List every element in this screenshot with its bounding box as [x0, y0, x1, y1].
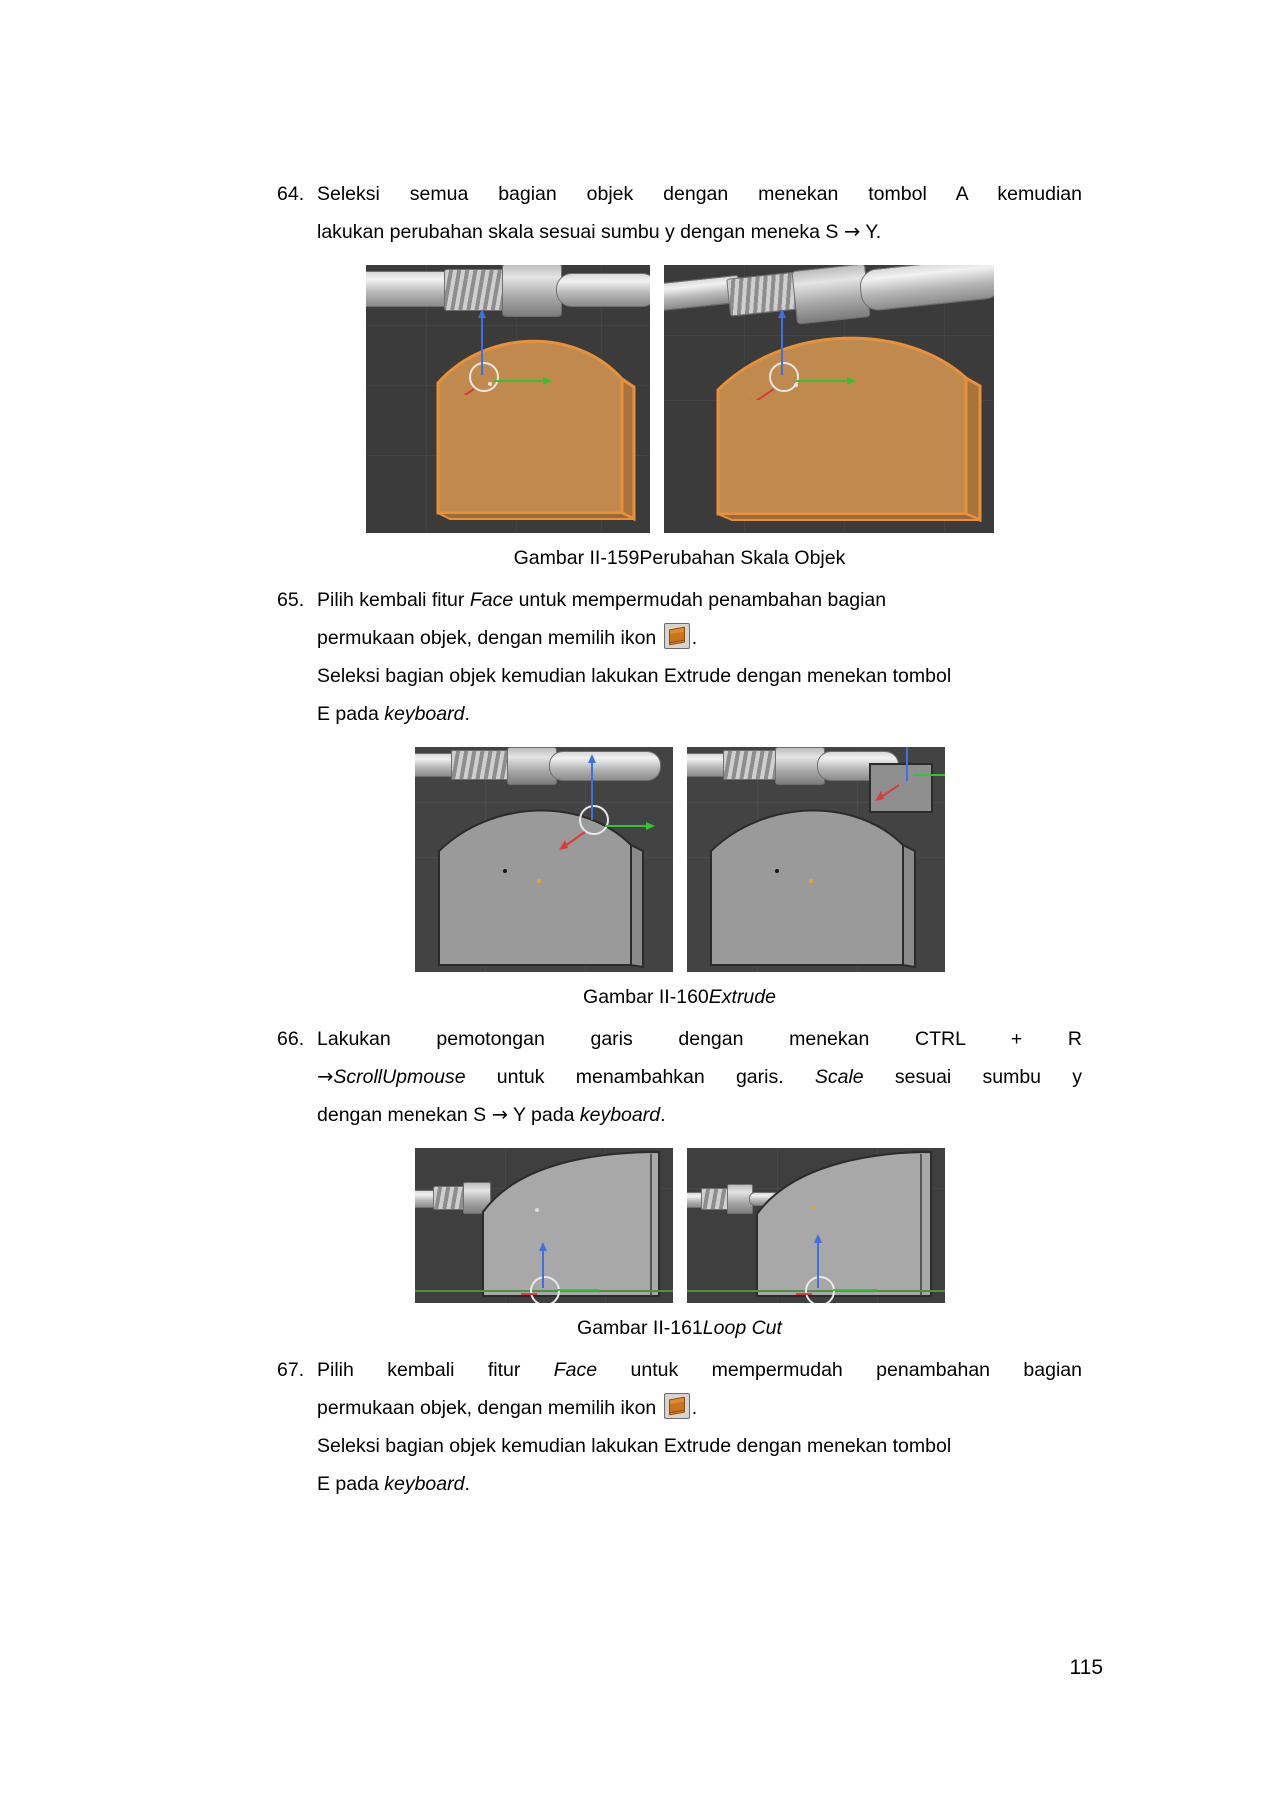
list-item-66-line2-italic2: Scale — [814, 1066, 864, 1088]
list-item-66-line3-italic: keyboard — [579, 1104, 661, 1126]
figure-160-left — [415, 747, 673, 972]
caption-161-title: Loop Cut — [702, 1317, 782, 1339]
list-item-64-line1: Seleksi semua bagian objek dengan menekan tombol A kemudian — [317, 183, 1082, 205]
list-item-67-line1-post: untuk mempermudah penambahan bagian — [597, 1359, 1082, 1381]
list-item-67-line1-italic: Face — [553, 1359, 598, 1381]
caption-159-title: Perubahan Skala Objek — [639, 547, 846, 569]
list-item-65-line1-post: untuk mempermudah penambahan bagian — [513, 589, 887, 611]
caption-159-label: Gambar II-159 — [513, 547, 640, 569]
list-item-65-line4-pre: E pada — [317, 703, 385, 725]
list-item-67-line3: Seleksi bagian objek kemudian lakukan Extrude dengan menekan tombol — [317, 1435, 952, 1457]
list-item-65-line1 — [317, 581, 1082, 619]
figure-159-right — [664, 265, 994, 533]
list-item-66-line2-post: sesuai sumbu y — [863, 1066, 1082, 1088]
list-item-66-line3-post: . — [660, 1104, 666, 1126]
list-item-65-body — [317, 581, 1082, 733]
list-item-66-line3-mid: Y pada — [507, 1104, 580, 1126]
list-item-65-line3: Seleksi bagian objek kemudian lakukan Extrude dengan menekan tombol — [317, 665, 952, 687]
face-select-icon[interactable] — [664, 623, 690, 649]
list-item-66-line1: Lakukan pemotongan garis dengan menekan CTRL + R — [317, 1028, 1082, 1050]
page-content — [277, 175, 1082, 1503]
list-item-66-line2-italic1: ScrollUpmouse — [333, 1066, 466, 1088]
caption-160-label: Gambar II-160 — [583, 986, 709, 1008]
list-item-65-line1-italic: Face — [469, 589, 514, 611]
list-item-65-line4-italic: keyboard — [384, 703, 465, 725]
list-item-65-line2-pre: permukaan objek, dengan memilih ikon — [317, 627, 662, 649]
list-item-65-line4 — [317, 695, 1082, 733]
list-item-66-line2 — [317, 1058, 1082, 1096]
list-item-67 — [277, 1351, 1082, 1503]
figure-161-left — [415, 1148, 673, 1303]
list-item-66 — [277, 1020, 1082, 1134]
list-item-64-line2-pre: lakukan perubahan skala sesuai sumbu y dengan meneka S — [317, 221, 844, 243]
list-item-66-number: 66. — [277, 1028, 305, 1050]
list-item-67-line2 — [317, 1389, 1082, 1427]
list-item-67-line4-italic: keyboard — [384, 1473, 465, 1495]
list-item-64-number: 64. — [277, 183, 305, 205]
caption-160 — [277, 978, 1082, 1016]
arrow-glyph: → — [317, 1065, 334, 1088]
list-item-67-body — [317, 1351, 1082, 1503]
list-item-67-line4-post: . — [464, 1473, 470, 1495]
list-item-66-body — [317, 1020, 1082, 1134]
list-item-67-line4-pre: E pada — [317, 1473, 385, 1495]
face-select-icon[interactable] — [664, 1393, 690, 1419]
page-number: 115 — [1069, 1656, 1103, 1679]
list-item-66-line3 — [317, 1096, 1082, 1134]
list-item-64-line2-post: Y. — [860, 221, 882, 243]
figure-160-right — [687, 747, 945, 972]
list-item-66-line3-pre: dengan menekan S — [317, 1104, 492, 1126]
caption-159 — [277, 539, 1082, 577]
list-item-64 — [277, 175, 1082, 251]
list-item-65-line4-post: . — [464, 703, 470, 725]
list-item-67-line1 — [317, 1351, 1082, 1389]
figure-pair-160 — [277, 747, 1082, 972]
arrow-glyph: → — [843, 220, 861, 243]
caption-160-title: Extrude — [708, 986, 776, 1008]
list-item-67-line2-post: . — [691, 1397, 698, 1419]
list-item-65-line1-pre: Pilih kembali fitur — [317, 589, 470, 611]
list-item-67-line4 — [317, 1465, 1082, 1503]
caption-161-label: Gambar II-161 — [577, 1317, 703, 1339]
figure-pair-159 — [277, 265, 1082, 533]
list-item-65 — [277, 581, 1082, 733]
list-item-65-number: 65. — [277, 589, 305, 611]
list-item-65-line2-post: . — [691, 627, 698, 649]
list-item-65-line2 — [317, 619, 1082, 657]
figure-159-left — [366, 265, 650, 533]
list-item-67-line1-pre: Pilih kembali fitur — [317, 1359, 554, 1381]
figure-161-right — [687, 1148, 945, 1303]
list-item-67-line2-pre: permukaan objek, dengan memilih ikon — [317, 1397, 662, 1419]
caption-161 — [277, 1309, 1082, 1347]
list-item-64-line2 — [317, 213, 1082, 251]
figure-pair-161 — [277, 1148, 1082, 1303]
list-item-64-body — [317, 175, 1082, 251]
arrow-glyph: → — [491, 1103, 508, 1126]
list-item-67-number: 67. — [277, 1359, 305, 1381]
list-item-66-line2-mid: untuk menambahkan garis. — [465, 1066, 815, 1088]
